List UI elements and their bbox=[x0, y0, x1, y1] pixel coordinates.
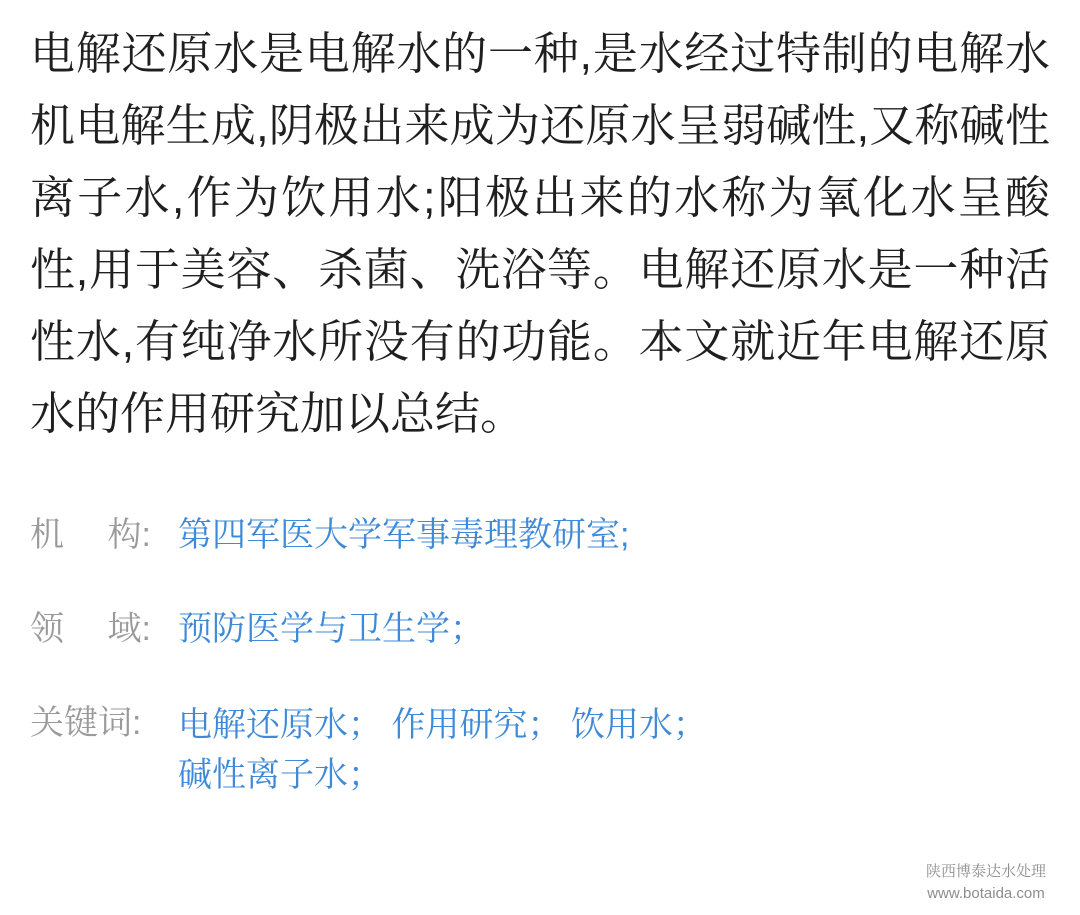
institution-value[interactable]: 第四军医大学军事毒理教研室; bbox=[178, 516, 630, 554]
keywords-line-1[interactable]: 电解还原水； 作用研究； 饮用水； bbox=[178, 706, 707, 744]
field-value[interactable]: 预防医学与卫生学； bbox=[178, 610, 484, 648]
keywords-value[interactable] bbox=[178, 700, 1050, 800]
metadata-row-keywords bbox=[30, 700, 1050, 800]
metadata-row-field bbox=[30, 606, 1050, 652]
watermark bbox=[906, 861, 1066, 905]
keywords-label: 关键词: bbox=[30, 704, 142, 742]
watermark-line-2: www.botaida.com bbox=[927, 885, 1045, 902]
institution-label: 机 构: bbox=[30, 516, 151, 554]
field-label: 领 域: bbox=[30, 610, 151, 648]
metadata-row-institution bbox=[30, 512, 1050, 558]
abstract-text: 电解还原水是电解水的一种,是水经过特制的电解水机电解生成,阴极出来成为还原水呈弱碱性,又称碱性离子水,作为饮用水;阳极出来的水称为氧化水呈酸性,用于美容、杀菌、洗浴等。电解还原水是一种活性水,有纯净水所没有的功能。本文就近年电解还原水的作用研究加以总结。 bbox=[30, 28, 1050, 439]
watermark-line-1: 陕西博泰达水处理 bbox=[925, 863, 1046, 880]
metadata-section bbox=[30, 512, 1050, 800]
keywords-line-2[interactable]: 碱性离子水； bbox=[178, 756, 382, 794]
